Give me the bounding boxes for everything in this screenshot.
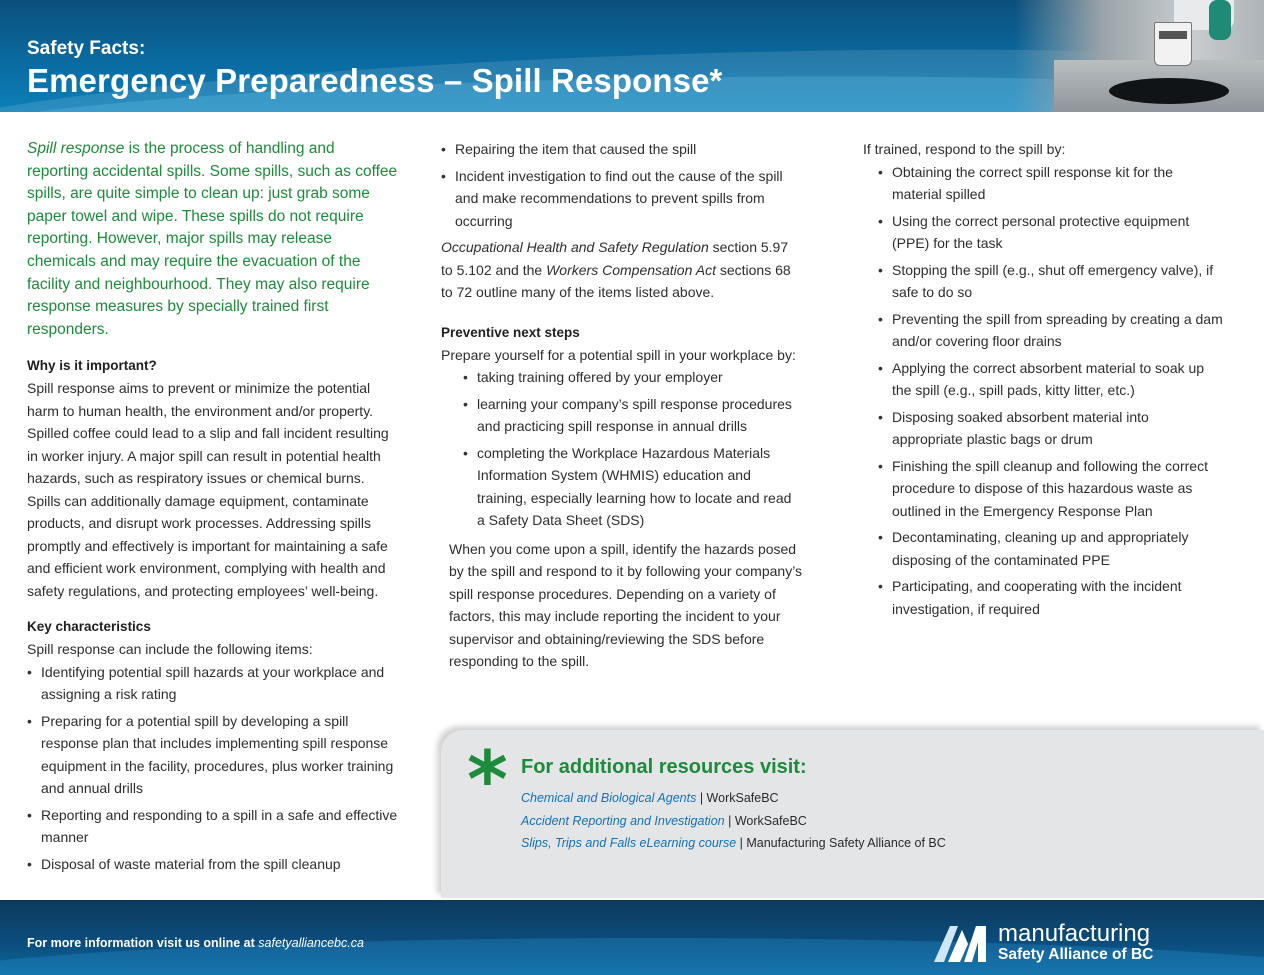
list-item: • Preventing the spill from spreading by creating a dam and/or covering floor drains [878,308,1223,353]
footer-site-link[interactable]: safetyalliancebc.ca [258,936,364,950]
column-left [27,138,399,879]
list-item: • Disposal of waste material from the spill cleanup [27,853,399,876]
resource-link-chemical-agents[interactable]: Chemical and Biological Agents [521,791,697,805]
list-item: • Participating, and cooperating with the incident investigation, if required [878,575,1223,620]
list-item: • learning your company’s spill response procedures and practicing spill response in annual drills [463,393,803,438]
list-item: • completing the Workplace Hazardous Materials Information System (WHMIS) education and training, especially learning how to locate and read a Safety Data Sheet (SDS) [463,442,803,532]
footer-info: For more information visit us online at safetyalliancebc.ca [27,936,364,950]
footer-banner [0,900,1264,975]
why-text: Spill response aims to prevent or minimize the potential harm to human health, the environment and/or property. Spilled coffee could lead to a slip and fall incident resulting in worker injury. A major spill can result in potential health hazards, such as respiratory issues or chemical burns. Spills can additionally damage equipment, contaminate products, and disrupt work processes. Addressing spills promptly and effectively is important for maintaining a safe and efficient work environment, complying with health and safety regulations, and protecting employees’ well-being. [27,380,389,599]
list-item: • Obtaining the correct spill response kit for the material spilled [878,161,1223,206]
resource-link-accident-reporting[interactable]: Accident Reporting and Investigation [521,813,725,828]
list-item: • Reporting and responding to a spill in a safe and effective manner [27,804,399,849]
key-list [27,661,399,876]
key-heading: Key characteristics [27,619,151,635]
resource-source: Manufacturing Safety Alliance of BC [746,836,946,850]
key-lead: Spill response can include the following items: [27,641,313,658]
respond-lead: If trained, respond to the spill by: [863,141,1066,157]
list-item: • Decontaminating, cleaning up and appropriately disposing of the contaminated PPE [878,526,1223,571]
list-item: • taking training offered by your employer [463,366,803,389]
header-kicker: Safety Facts: [27,38,146,59]
resources-heading: For additional resources visit: [521,756,807,778]
resource-item: Chemical and Biological Agents | WorkSafeBC [521,791,779,805]
preventive-lead: Prepare yourself for a potential spill in your workplace by: [441,346,796,363]
spill-photo [1014,0,1264,112]
intro-text: is the process of handling and reporting accidental spills. Some spills, such as coffee spills, are quite simple to clean up: just grab some paper towel and wipe. These spills do not require reporting. However, major spills may release chemicals and may require the evacuation of the facility and neighbourhood. They may also require response measures by specially trained first responders. [27,140,398,338]
regulation-paragraph: Occupational Health and Safety Regulation section 5.97 to 5.102 and the Workers Compensation Act sections 68 to 72 outline many of the items listed above. [441,239,791,300]
list-item: • Disposing soaked absorbent material into appropriate plastic bags or drum [878,406,1223,451]
resource-item: Slips, Trips and Falls eLearning course | Manufacturing Safety Alliance of BC [521,836,946,850]
list-item: • Stopping the spill (e.g., shut off emergency valve), if safe to do so [878,259,1223,304]
list-item: • Incident investigation to find out the cause of the spill and make recommendations to prevent spills from occurring [441,165,803,233]
resource-link-slips-trips-falls[interactable]: Slips, Trips and Falls eLearning course [521,836,737,850]
resource-source: WorkSafeBC [706,791,779,805]
list-item: • Preparing for a potential spill by developing a spill response plan that includes implementing spill response equipment in the facility, procedures, plus worker training and annual drills [27,710,399,800]
list-item: • Repairing the item that caused the spill [441,138,803,161]
respond-list [878,161,1223,621]
regulation-title: Occupational Health and Safety Regulation [441,239,709,255]
asterisk-icon: * [467,736,508,826]
resources-list [521,787,946,855]
why-heading: Why is it important? [27,358,157,374]
column-middle [441,138,803,673]
photo-spill-puddle [1109,78,1229,104]
when-paragraph: When you come upon a spill, identify the hazards posed by the spill and respond to it by following your company’s spill response procedures. Depending on a variety of factors, this may include reporting the incident to your supervisor and obtaining/reviewing the SDS before responding to the spill. [449,540,803,669]
resource-source: WorkSafeBC [734,813,807,828]
column-right [863,138,1223,624]
photo-bucket [1154,22,1192,66]
page-title: Emergency Preparedness – Spill Response* [27,62,723,99]
intro-paragraph [27,138,399,341]
photo-glove [1209,0,1231,40]
key-list-continued [441,138,803,232]
list-item: • Finishing the spill cleanup and following the correct procedure to dispose of this hazardous waste as outlined in the Emergency Response Plan [878,455,1223,523]
list-item: • Applying the correct absorbent material to soak up the spill (e.g., spill pads, kitty litter, etc.) [878,357,1223,402]
logo-word-alliance: Safety Alliance of BC [998,946,1154,963]
list-item: • Identifying potential spill hazards at your workplace and assigning a risk rating [27,661,399,706]
preventive-heading: Preventive next steps [441,324,580,340]
resources-box [441,730,1264,898]
list-item: • Using the correct personal protective equipment (PPE) for the task [878,210,1223,255]
logo-m-icon [934,924,990,964]
preventive-list [463,366,803,532]
act-title: Workers Compensation Act [546,261,716,278]
resource-item: Accident Reporting and Investigation | WorkSafeBC [521,813,807,828]
header-banner [0,0,1264,112]
logo-word-manufacturing: manufacturing [998,920,1151,947]
intro-term: Spill response [27,140,125,157]
